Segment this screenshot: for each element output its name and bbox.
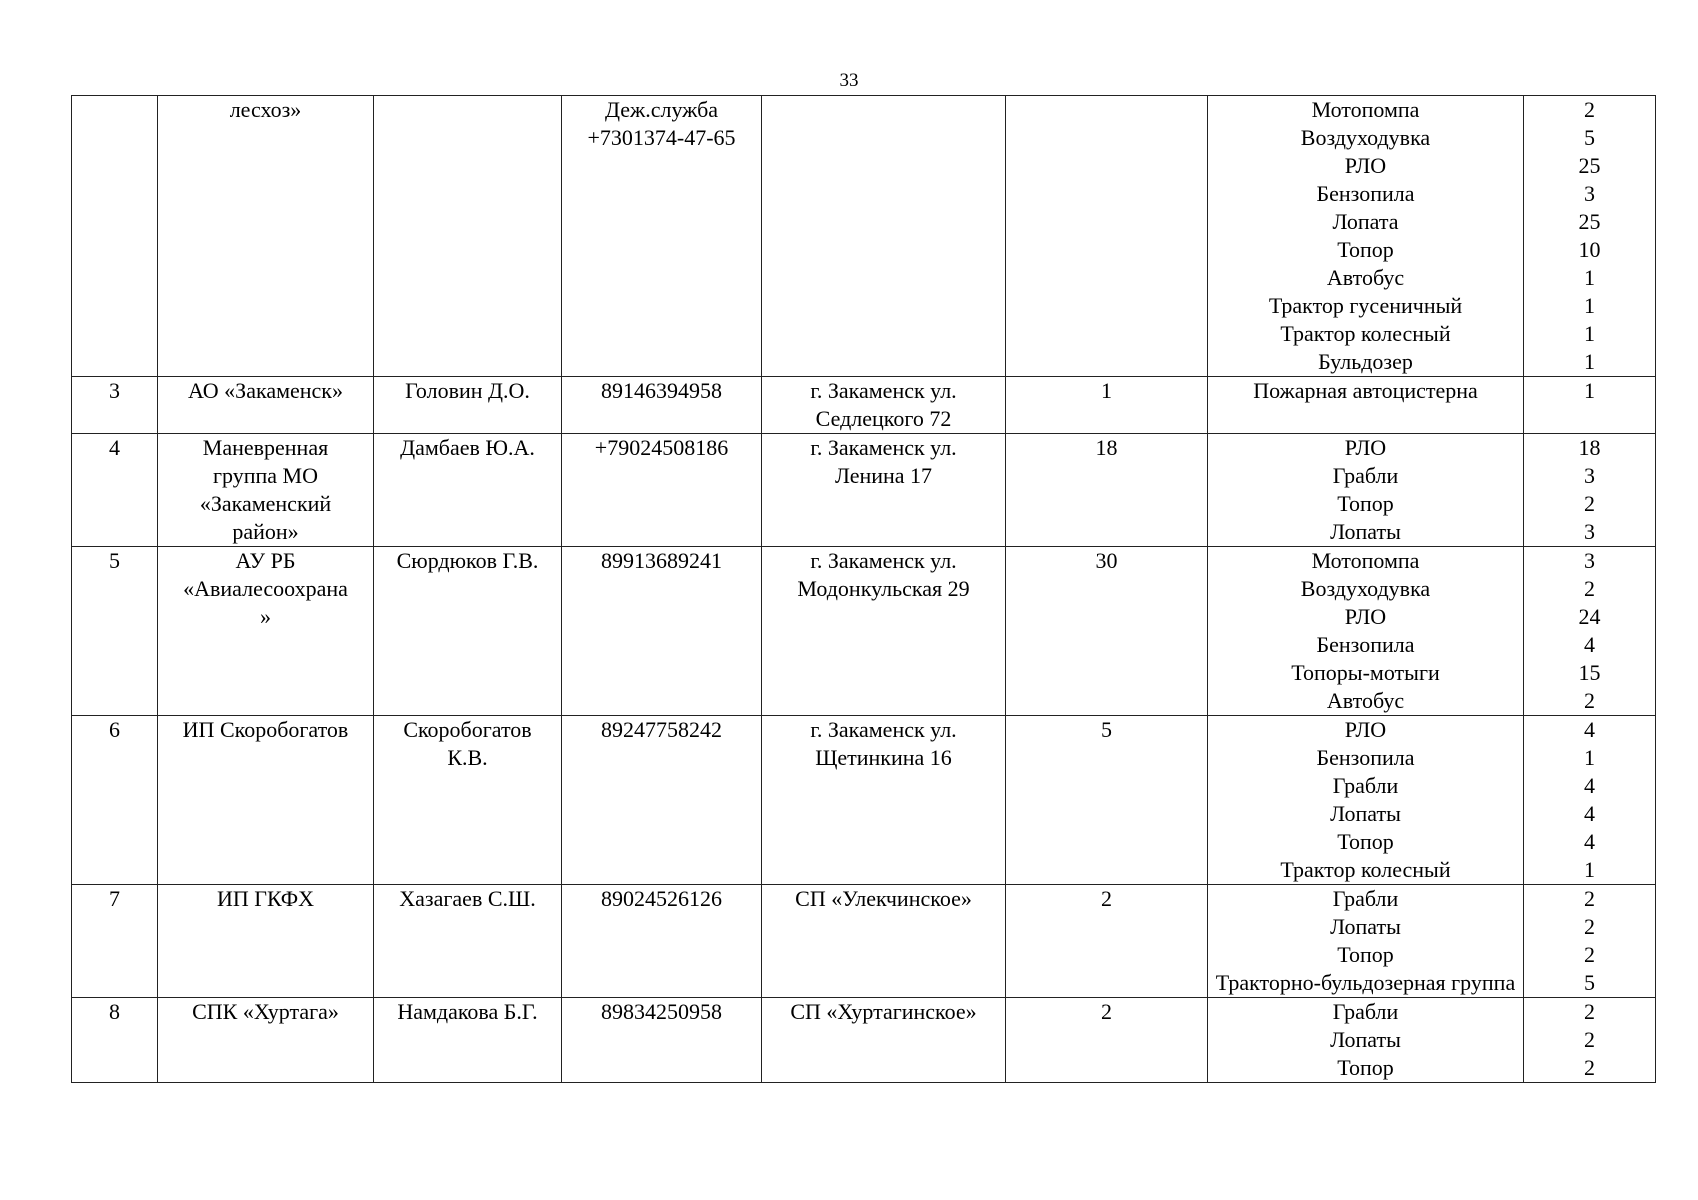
cell-equipment-qty xyxy=(1524,377,1656,434)
equipment-name: РЛО xyxy=(1344,435,1387,460)
equipment-qty: 5 xyxy=(1584,125,1595,150)
person-line: К.В. xyxy=(447,745,488,770)
cell-phone xyxy=(562,998,762,1083)
row-number: 4 xyxy=(109,435,120,460)
table-row xyxy=(72,547,1656,716)
cell-responsible-person xyxy=(374,377,562,434)
equipment-qty: 2 xyxy=(1584,1055,1595,1080)
organization-line: » xyxy=(260,604,271,629)
address-line: г. Закаменск ул. xyxy=(810,717,957,742)
organization-line: лесхоз» xyxy=(229,97,302,122)
cell-equipment xyxy=(1208,434,1524,547)
organization-line: «Авиалесоохрана xyxy=(183,576,348,601)
equipment-name: Автобус xyxy=(1326,265,1405,290)
cell-phone xyxy=(562,547,762,716)
cell-organization xyxy=(158,434,374,547)
address-line: СП «Улекчинское» xyxy=(795,886,972,911)
cell-equipment xyxy=(1208,547,1524,716)
equipment-name: Пожарная автоцистерна xyxy=(1253,378,1478,403)
table-row xyxy=(72,434,1656,547)
cell-responsible-person xyxy=(374,998,562,1083)
equipment-qty: 2 xyxy=(1584,942,1595,967)
equipment-name: Топор xyxy=(1337,237,1394,262)
equipment-qty: 2 xyxy=(1584,576,1595,601)
equipment-qty: 4 xyxy=(1584,632,1595,657)
equipment-name: Лопаты xyxy=(1330,519,1401,544)
equipment-qty: 3 xyxy=(1584,548,1595,573)
cell-number xyxy=(72,547,158,716)
organization-line: СПК «Хуртага» xyxy=(192,999,339,1024)
equipment-qty: 15 xyxy=(1578,660,1601,685)
equipment-qty: 25 xyxy=(1578,153,1601,178)
equipment-qty: 5 xyxy=(1584,970,1595,995)
cell-organization xyxy=(158,96,374,377)
cell-equipment-qty xyxy=(1524,434,1656,547)
personnel-count: 5 xyxy=(1101,717,1112,742)
phone-line: 89834250958 xyxy=(601,999,722,1024)
address-line: Щетинкина 16 xyxy=(815,745,952,770)
cell-phone xyxy=(562,434,762,547)
person-line: Дамбаев Ю.А. xyxy=(400,435,535,460)
equipment-name: Воздуходувка xyxy=(1300,125,1431,150)
cell-equipment xyxy=(1208,96,1524,377)
equipment-name: Воздуходувка xyxy=(1300,576,1431,601)
cell-responsible-person xyxy=(374,434,562,547)
cell-number xyxy=(72,434,158,547)
table-body xyxy=(72,96,1656,1083)
cell-organization xyxy=(158,998,374,1083)
row-number: 3 xyxy=(109,378,120,403)
equipment-qty: 3 xyxy=(1584,463,1595,488)
address-line: г. Закаменск ул. xyxy=(810,435,957,460)
cell-personnel-count xyxy=(1006,434,1208,547)
organization-line: группа МО xyxy=(213,463,318,488)
person-line: Головин Д.О. xyxy=(405,378,530,403)
equipment-name: Лопаты xyxy=(1330,1027,1401,1052)
equipment-name: Топор xyxy=(1337,829,1394,854)
organization-line: ИП Скоробогатов xyxy=(182,717,349,742)
table-row xyxy=(72,885,1656,998)
cell-organization xyxy=(158,716,374,885)
equipment-qty: 24 xyxy=(1578,604,1601,629)
cell-organization xyxy=(158,547,374,716)
address-line: Ленина 17 xyxy=(834,463,933,488)
equipment-qty: 10 xyxy=(1578,237,1601,262)
equipment-qty: 4 xyxy=(1584,717,1595,742)
cell-address xyxy=(762,885,1006,998)
equipment-name: Лопаты xyxy=(1330,914,1401,939)
cell-personnel-count xyxy=(1006,998,1208,1083)
equipment-name: РЛО xyxy=(1344,717,1387,742)
cell-responsible-person xyxy=(374,716,562,885)
cell-equipment-qty xyxy=(1524,998,1656,1083)
organization-line: АО «Закаменск» xyxy=(188,378,343,403)
cell-equipment-qty xyxy=(1524,547,1656,716)
cell-phone xyxy=(562,96,762,377)
equipment-name: Автобус xyxy=(1326,688,1405,713)
phone-line: 89913689241 xyxy=(601,548,722,573)
address-line: Седлецкого 72 xyxy=(815,406,952,431)
equipment-qty: 18 xyxy=(1578,435,1601,460)
phone-line: +79024508186 xyxy=(594,435,729,460)
person-line: Намдакова Б.Г. xyxy=(397,999,538,1024)
equipment-qty: 1 xyxy=(1584,349,1595,374)
equipment-name: Мотопомпа xyxy=(1311,548,1420,573)
equipment-qty: 1 xyxy=(1584,857,1595,882)
equipment-qty: 2 xyxy=(1584,1027,1595,1052)
cell-equipment-qty xyxy=(1524,885,1656,998)
cell-personnel-count xyxy=(1006,885,1208,998)
person-line: Скоробогатов xyxy=(403,717,532,742)
cell-phone xyxy=(562,377,762,434)
cell-phone xyxy=(562,716,762,885)
equipment-qty: 1 xyxy=(1584,293,1595,318)
cell-responsible-person xyxy=(374,547,562,716)
cell-organization xyxy=(158,885,374,998)
equipment-qty: 25 xyxy=(1578,209,1601,234)
cell-number xyxy=(72,96,158,377)
equipment-qty: 4 xyxy=(1584,801,1595,826)
cell-responsible-person xyxy=(374,96,562,377)
equipment-qty: 1 xyxy=(1584,321,1595,346)
equipment-qty: 2 xyxy=(1584,97,1595,122)
cell-address xyxy=(762,716,1006,885)
personnel-count: 2 xyxy=(1101,999,1112,1024)
cell-equipment xyxy=(1208,377,1524,434)
cell-address xyxy=(762,998,1006,1083)
equipment-name: Бензопила xyxy=(1316,181,1415,206)
cell-address xyxy=(762,377,1006,434)
cell-personnel-count xyxy=(1006,377,1208,434)
equipment-qty: 2 xyxy=(1584,688,1595,713)
equipment-name: Грабли xyxy=(1332,999,1399,1024)
equipment-qty: 1 xyxy=(1584,378,1595,403)
equipment-name: Трактор гусеничный xyxy=(1268,293,1463,318)
personnel-count: 30 xyxy=(1095,548,1118,573)
equipment-name: Тракторно-бульдозерная группа xyxy=(1215,970,1516,995)
cell-address xyxy=(762,434,1006,547)
table-row xyxy=(72,716,1656,885)
cell-equipment-qty xyxy=(1524,716,1656,885)
equipment-name: Трактор колесный xyxy=(1280,857,1451,882)
organization-line: район» xyxy=(232,519,299,544)
organization-line: «Закаменский xyxy=(199,491,332,516)
equipment-name: Топоры-мотыги xyxy=(1291,660,1440,685)
equipment-qty: 2 xyxy=(1584,886,1595,911)
equipment-name: Грабли xyxy=(1332,463,1399,488)
cell-number xyxy=(72,716,158,885)
phone-line: +7301374-47-65 xyxy=(587,125,736,150)
personnel-count: 2 xyxy=(1101,886,1112,911)
equipment-qty: 3 xyxy=(1584,181,1595,206)
equipment-name: Трактор колесный xyxy=(1280,321,1451,346)
equipment-qty: 2 xyxy=(1584,491,1595,516)
address-line: г. Закаменск ул. xyxy=(810,548,957,573)
cell-personnel-count xyxy=(1006,96,1208,377)
equipment-name: РЛО xyxy=(1344,604,1387,629)
phone-line: Деж.служба xyxy=(604,97,719,122)
table-row xyxy=(72,998,1656,1083)
address-line: СП «Хуртагинское» xyxy=(790,999,977,1024)
page-number: 33 xyxy=(839,70,859,91)
person-line: Хазагаев С.Ш. xyxy=(399,886,536,911)
cell-phone xyxy=(562,885,762,998)
equipment-name: Бензопила xyxy=(1316,632,1415,657)
cell-personnel-count xyxy=(1006,547,1208,716)
equipment-name: Топор xyxy=(1337,491,1394,516)
equipment-name: Бензопила xyxy=(1316,745,1415,770)
phone-line: 89024526126 xyxy=(601,886,722,911)
row-number: 7 xyxy=(109,886,120,911)
cell-number xyxy=(72,998,158,1083)
cell-address xyxy=(762,96,1006,377)
equipment-qty: 2 xyxy=(1584,999,1595,1024)
resources-table xyxy=(71,95,1656,1083)
person-line: Сюрдюков Г.В. xyxy=(396,548,539,573)
phone-line: 89146394958 xyxy=(601,378,722,403)
organization-line: ИП ГКФХ xyxy=(217,886,314,911)
equipment-name: Лопаты xyxy=(1330,801,1401,826)
equipment-qty: 4 xyxy=(1584,829,1595,854)
organization-line: АУ РБ xyxy=(235,548,296,573)
equipment-name: Топор xyxy=(1337,942,1394,967)
cell-personnel-count xyxy=(1006,716,1208,885)
cell-equipment xyxy=(1208,885,1524,998)
cell-organization xyxy=(158,377,374,434)
equipment-name: Грабли xyxy=(1332,773,1399,798)
equipment-name: Мотопомпа xyxy=(1311,97,1420,122)
row-number: 8 xyxy=(109,999,120,1024)
equipment-qty: 3 xyxy=(1584,519,1595,544)
equipment-qty: 1 xyxy=(1584,265,1595,290)
equipment-name: РЛО xyxy=(1344,153,1387,178)
equipment-name: Топор xyxy=(1337,1055,1394,1080)
row-number: 5 xyxy=(109,548,120,573)
equipment-name: Лопата xyxy=(1332,209,1399,234)
equipment-qty: 2 xyxy=(1584,914,1595,939)
equipment-name: Грабли xyxy=(1332,886,1399,911)
personnel-count: 1 xyxy=(1101,378,1112,403)
cell-equipment xyxy=(1208,716,1524,885)
row-number: 6 xyxy=(109,717,120,742)
equipment-name: Бульдозер xyxy=(1318,349,1413,374)
cell-address xyxy=(762,547,1006,716)
equipment-qty: 1 xyxy=(1584,745,1595,770)
table-row xyxy=(72,96,1656,377)
phone-line: 89247758242 xyxy=(601,717,722,742)
address-line: Модонкульская 29 xyxy=(797,576,970,601)
address-line: г. Закаменск ул. xyxy=(810,378,957,403)
cell-equipment-qty xyxy=(1524,96,1656,377)
cell-number xyxy=(72,885,158,998)
cell-equipment xyxy=(1208,998,1524,1083)
table-row xyxy=(72,377,1656,434)
organization-line: Маневренная xyxy=(202,435,329,460)
cell-number xyxy=(72,377,158,434)
cell-responsible-person xyxy=(374,885,562,998)
personnel-count: 18 xyxy=(1095,435,1118,460)
equipment-qty: 4 xyxy=(1584,773,1595,798)
